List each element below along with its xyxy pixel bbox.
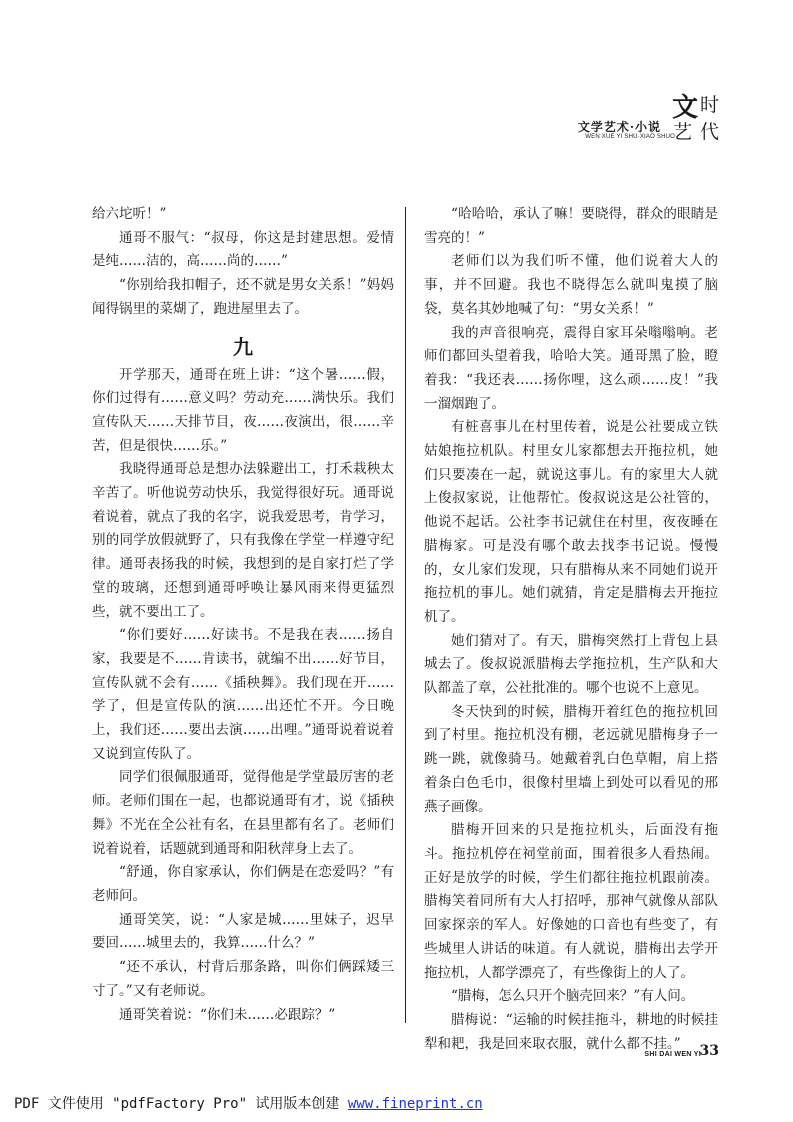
paragraph: 同学们很佩服通哥，觉得他是学堂最厉害的老师。老师们围在一起，也都说通哥有才，说《插秧舞》不光在全公社有名，在县里都有名了。老师们说着说着，话题就到通哥和阳秋萍身上去了。 (92, 769, 394, 857)
page-header (547, 84, 727, 140)
paragraph: 开学那天，通哥在班上讲：“这个暑……假，你们过得有……意义吗？劳动充……满快乐。我们宣传队天……天排节目，夜……夜演出，很……辛苦，但是很快……乐。” (92, 366, 394, 454)
paragraph: 我的声音很响亮，震得自家耳朵嗡嗡响。老师们都回头望着我，哈哈大笑。通哥黑了脸，瞪着我：“我还表……扬你哩，这么顽……皮！”我一溜烟跑了。 (424, 324, 718, 412)
pdf-note-text: PDF 文件使用 "pdfFactory Pro" 试用版本创建 (14, 1096, 348, 1112)
paragraph: 腊梅说：“运输的时候挂拖斗，耕地的时候挂犁和耙，我是回来取衣服，就什么都不挂。” (424, 1011, 718, 1052)
page-number: 33 (699, 1043, 719, 1059)
logo-char: 时 (700, 94, 720, 116)
paragraph: “腊梅，怎么只开个脑壳回来？”有人问。 (451, 988, 695, 1005)
magazine-logo (671, 90, 727, 142)
right-column (424, 203, 718, 1056)
logo-char: 文 (672, 93, 699, 123)
paragraph: 有桩喜事儿在村里传着，说是公社要成立铁姑娘拖拉机队。村里女儿家都想去开拖拉机，她们只要凑在一起，就说这事儿。有的家里大人就上俊叔家说，让他帮忙。俊叔说这是公社管的，他说不起话。公社李书记就住在村里，夜夜睡在腊梅家。可是没有哪个敢去找李书记说。慢慢的，女儿家们发现，只有腊梅从来不同她们说开拖拉机的事儿。她们就猜，肯定是腊梅去开拖拉机了。 (424, 419, 718, 625)
section-heading: 九 (233, 334, 253, 359)
paragraph: 通哥不服气：“叔母，你这是封建思想。爱情是纯……洁的，高……尚的……” (92, 229, 394, 270)
logo-char: 代 (700, 121, 720, 142)
paragraph: “你别给我扣帽子，还不就是男女关系！”妈妈闻得锅里的菜煳了，跑进屋里去了。 (92, 277, 394, 317)
paragraph: 腊梅开回来的只是拖拉机头，后面没有拖斗。拖拉机停在祠堂前面，围着很多人看热闹。正好是放学的时候，学生们都往拖拉机跟前凑。腊梅笑着同所有大人打招呼，那神气就像从部队回家探亲的军人。好像她的口音也有些变了，有些城里人讲话的味道。有人就说，腊梅出去学开拖拉机，人都学漂亮了，有些像街上的人了。 (424, 822, 718, 981)
paragraph: 给六坨听！” (92, 206, 167, 222)
paragraph: “舒通，你自家承认，你们俩是在恋爱吗？”有老师问。 (92, 864, 394, 904)
paragraph: “哈哈哈，承认了嘛！要晓得，群众的眼睛是雪亮的！” (424, 206, 718, 246)
paragraph: 通哥笑着说：“你们未……必跟踪？” (119, 1006, 336, 1023)
paragraph: 她们猜对了。有天，腊梅突然打上背包上县城去了。俊叔说派腊梅去学拖拉机，生产队和大队都盖了章，公社批准的。哪个也说不上意见。 (424, 632, 718, 697)
paragraph: “还不承认，村背后那条路，叫你们俩踩矮三寸了。”又有老师说。 (92, 959, 394, 999)
left-column (92, 203, 394, 1027)
footer-magazine-pinyin: SHI DAI WEN YI (644, 1051, 701, 1058)
logo-char: 艺 (673, 121, 693, 142)
column-divider (405, 207, 406, 1023)
paragraph: 我晓得通哥总是想办法躲避出工，打禾栽秧太辛苦了。听他说劳动快乐，我觉得很好玩。通哥说着说着，就点了我的名字，说我爱思考，肯学习，别的同学放假就野了，只有我像在学堂一样遵守纪律。通哥表扬我的时候，我想到的是自家打烂了学堂的玻璃，还想到通哥呼唤让暴风雨来得更猛烈些，就不要出工了。 (92, 461, 394, 620)
paragraph: “你们要好……好读书。不是我在表……扬自家，我要是不……肯读书，就编不出……好节目，宣传队就不会有……《插秧舞》。我们现在开……学了，但是宣传队的演……出还忙不开。今日晚上，我们还……要出去演……出哩。”通哥说着说着又说到宣传队了。 (92, 627, 394, 762)
paragraph: 冬天快到的时候，腊梅开着红色的拖拉机回到了村里。拖拉机没有棚，老远就见腊梅身子一跳一跳，就像骑马。她戴着乳白色草帽，肩上搭着条白色毛巾，很像村里墙上到处可以看见的邢燕子画像。 (424, 703, 718, 815)
magazine-name: 文学艺术·小说 (577, 120, 661, 134)
pdf-watermark-note (14, 1093, 483, 1113)
fineprint-link[interactable]: www.fineprint.cn (347, 1096, 483, 1112)
paragraph: 通哥笑笑，说：“人家是城……里妹子，迟早要回……城里去的，我算……什么？” (92, 911, 394, 952)
paragraph: 老师们以为我们听不懂，他们说着大人的事，并不回避。我也不晓得怎么就叫鬼摸了脑袋，莫名其妙地喊了句：“男女关系！” (424, 253, 718, 317)
magazine-pinyin: WEN XUE YI SHU·XIAO SHUO (585, 134, 675, 140)
